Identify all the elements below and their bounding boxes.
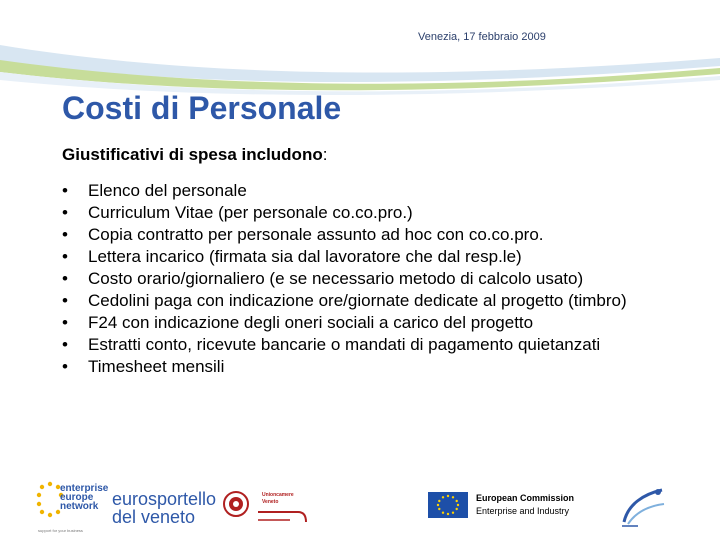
bullet-icon: • xyxy=(62,313,68,332)
unioncamere-line2: Veneto xyxy=(262,499,279,505)
header-swoosh-graphic xyxy=(0,0,720,95)
list-item xyxy=(62,313,682,333)
subtitle-text: Giustificativi di spesa includono xyxy=(62,145,323,164)
list-item-text: Cedolini paga con indicazione ore/giornate dedicate al progetto (timbro) xyxy=(88,291,627,310)
slide-title: Costi di Personale xyxy=(62,90,342,126)
cip-swoosh-logo-icon xyxy=(618,484,668,528)
list-item xyxy=(62,247,682,267)
list-item-text: Lettera incarico (firmata sia dal lavoratore che dal resp.le) xyxy=(88,247,522,266)
list-item-text: Elenco del personale xyxy=(88,181,247,200)
list-item xyxy=(62,203,682,223)
unioncamere-seal-icon xyxy=(222,490,250,518)
bullet-icon: • xyxy=(62,269,68,288)
bullet-icon: • xyxy=(62,247,68,266)
eu-flag-icon xyxy=(428,492,468,518)
bullet-icon: • xyxy=(62,181,68,200)
list-item-text: Curriculum Vitae (per personale co.co.pro.) xyxy=(88,203,413,222)
unioncamere-logo-text xyxy=(262,492,294,506)
bullet-icon: • xyxy=(62,357,68,376)
list-item xyxy=(62,181,682,201)
eurosportello-line2: del veneto xyxy=(112,507,196,527)
een-tagline: support for your business xyxy=(38,528,83,533)
list-item xyxy=(62,357,682,377)
list-item xyxy=(62,291,682,311)
list-item-text: Estratti conto, ricevute bancarie o mandati di pagamento quietanzati xyxy=(88,335,601,354)
eurosportello-line1: eurosportello xyxy=(112,489,217,509)
een-logo-text xyxy=(60,484,108,511)
unioncamere-line1: Unioncamere xyxy=(262,492,294,498)
ec-title: European Commission xyxy=(476,493,575,503)
list-item xyxy=(62,225,682,245)
list-item xyxy=(62,335,682,355)
een-line: enterprise xyxy=(60,483,109,494)
expense-document-list xyxy=(62,181,682,379)
bullet-icon: • xyxy=(62,203,68,222)
footer-logos xyxy=(0,470,720,540)
list-item-text: F24 con indicazione degli oneri sociali a carico del progetto xyxy=(88,313,534,332)
bullet-icon: • xyxy=(62,291,68,310)
een-line: network xyxy=(60,501,99,512)
unioncamere-curve-icon xyxy=(258,508,308,528)
een-line: europe xyxy=(60,492,94,503)
list-item-text: Copia contratto per personale assunto ad hoc con co.co.pro. xyxy=(88,225,544,244)
list-item-text: Costo orario/giornaliero (e se necessario metodo di calcolo usato) xyxy=(88,269,584,288)
presentation-date: Venezia, 17 febbraio 2009 xyxy=(418,31,546,43)
list-item-text: Timesheet mensili xyxy=(88,357,225,376)
bullet-icon: • xyxy=(62,335,68,354)
bullet-icon: • xyxy=(62,225,68,244)
eurosportello-logo xyxy=(112,490,216,526)
ec-subtitle: Enterprise and Industry xyxy=(476,506,570,516)
european-commission-label xyxy=(476,492,574,518)
slide-subtitle xyxy=(62,145,327,165)
list-item xyxy=(62,269,682,289)
subtitle-colon: : xyxy=(322,145,328,164)
header-band xyxy=(0,0,720,95)
